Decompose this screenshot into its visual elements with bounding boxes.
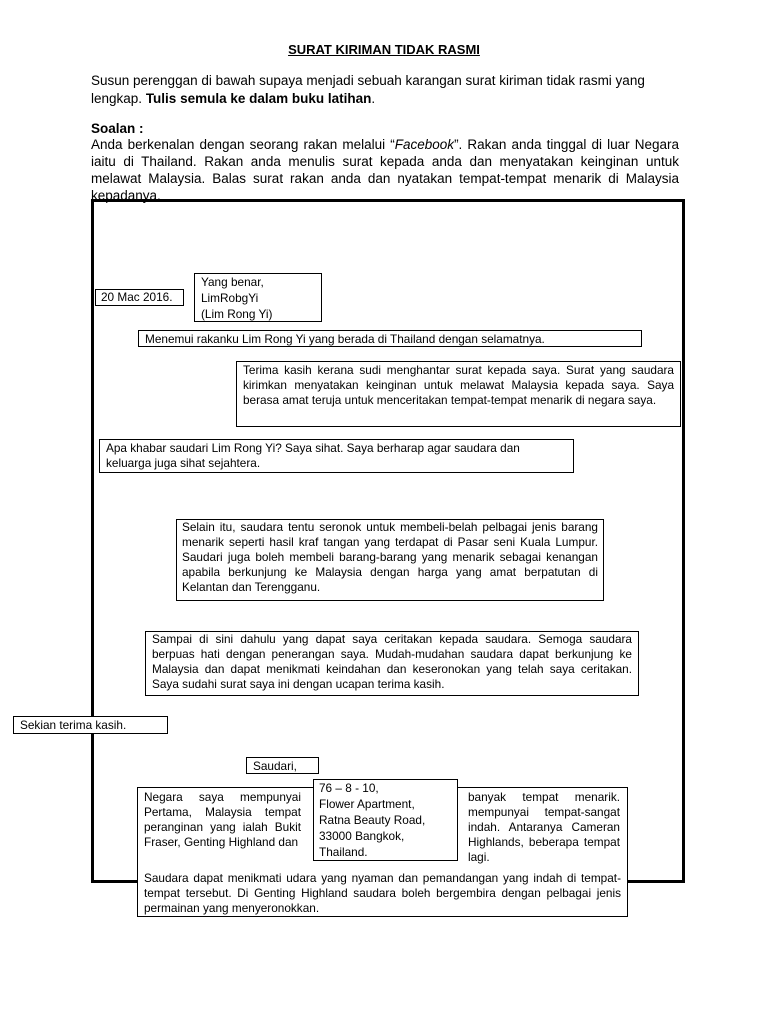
- saudari-piece: Saudari,: [246, 757, 319, 774]
- thanks-piece: Terima kasih kerana sudi menghantar surat kepada saya. Surat yang saudara kirimkan menyatakan keinginan untuk melawat Malaysia kepada saya. Saya berasa amat teruja untuk menceritakan tempat-tempat menarik di negara saya.: [236, 361, 681, 427]
- signature-line: (Lim Rong Yi): [201, 307, 273, 321]
- signature-line: LimRobgYi: [201, 291, 259, 305]
- places-left-text: Negara saya mempunyai Pertama, Malaysia tempat peranginan yang ialah Bukit Fraser, Genting Highland dan: [144, 790, 301, 849]
- signature-piece: [194, 273, 322, 322]
- address-line: 76 – 8 - 10,: [319, 781, 379, 795]
- instruction-bold: Tulis semula ke dalam buku latihan: [145, 91, 372, 106]
- places-right-text: banyak tempat menarik. mempunyai tempat-sangat indah. Antaranya Cameran Highlands, beberapa tempat lagi.: [468, 790, 620, 864]
- address-line: Flower Apartment,: [319, 797, 415, 811]
- address-line: Thailand.: [319, 845, 368, 859]
- question-text: [91, 136, 679, 204]
- shopping-piece: Selain itu, saudara tentu seronok untuk membeli-belah pelbagai jenis barang menarik seperti hasil kraf tangan yang terdapat di Pasar seni Kuala Lumpur. Saudari juga boleh membeli barang-barang yang menarik sebagai kenangan apabila berkunjung ke Malaysia dengan harga yang amat berpatutan di Kelantan dan Terengganu.: [176, 519, 604, 601]
- instruction-text: Susun perenggan di bawah supaya menjadi sebuah karangan surat kiriman tidak rasmi yang lengkap.: [91, 73, 645, 106]
- date-piece: 20 Mac 2016.: [95, 289, 184, 306]
- question-text-part: Anda berkenalan dengan seorang rakan melalui “: [91, 137, 395, 152]
- sekian-piece: Sekian terima kasih.: [13, 716, 168, 734]
- how-are-you-piece: Apa khabar saudari Lim Rong Yi? Saya sihat. Saya berharap agar saudara dan keluarga juga sihat sejahtera.: [99, 439, 574, 473]
- page-title: SURAT KIRIMAN TIDAK RASMI: [288, 42, 480, 57]
- address-line: Ratna Beauty Road,: [319, 813, 426, 827]
- address-line: 33000 Bangkok,: [319, 829, 405, 843]
- greeting-piece: Menemui rakanku Lim Rong Yi yang berada di Thailand dengan selamatnya.: [138, 330, 642, 347]
- address-piece: [313, 779, 458, 861]
- places-bottom-text: Saudara dapat menikmati udara yang nyaman dan pemandangan yang indah di tempat-tempat tersebut. Di Genting Highland saudara boleh bergembira dengan pelbagai jenis permainan yang menyeronokkan.: [144, 871, 621, 915]
- closing-piece: Sampai di sini dahulu yang dapat saya ceritakan kepada saudara. Semoga saudara berpuas hati dengan penerangan saya. Mudah-mudahan saudara dapat berkunjung ke Malaysia dan dapat menikmati keindahan dan keseronokan yang telah saya ceritakan. Saya sudahi surat saya ini dengan ucapan terima kasih.: [145, 631, 639, 696]
- instruction-end: .: [371, 91, 376, 106]
- question-text-part: ”. Rakan anda tinggal di luar Negara iaitu di Thailand. Rakan anda menulis surat kepada anda dan menyatakan keinginan untuk melawat Malaysia. Balas surat rakan anda dan nyatakan tempat-tempat menarik di Malaysia kepadanya.: [91, 137, 680, 203]
- signature-line: Yang benar,: [201, 275, 264, 289]
- question-text-italic: Facebook: [394, 137, 455, 152]
- instruction: [91, 72, 691, 108]
- question-label: Soalan :: [91, 121, 144, 136]
